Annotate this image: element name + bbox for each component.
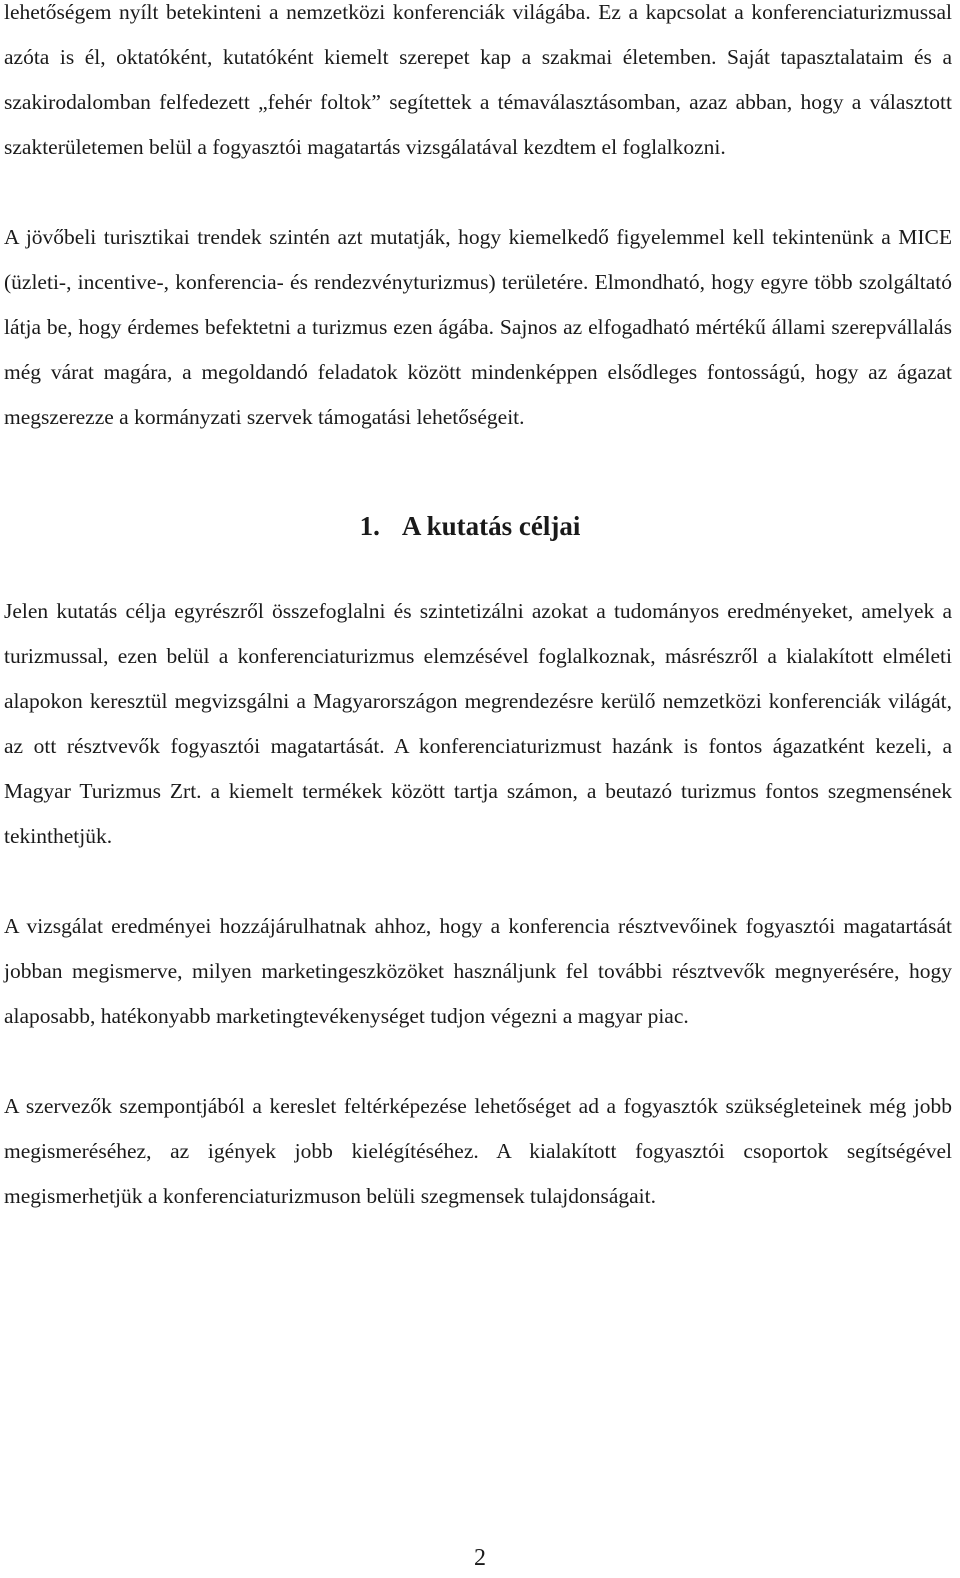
section-number: 1. [359,511,380,541]
page-number: 2 [474,1545,486,1571]
paragraph-organizers: A szervezők szempontjából a kereslet feltérképezése lehetőséget ad a fogyasztók szükségleteinek még jobb megismeréséhez, az igények jobb kielégítéséhez. A kialakított fogyasztói csoportok segítségével megismerhetjük a konferenciaturizmuson belüli szegmensek tulajdonságait. [4,1094,952,1208]
paragraph-intro: lehetőségem nyílt betekinteni a nemzetközi konferenciák világába. Ez a kapcsolat a konferenciaturizmussal azóta is él, oktatóként, kutatóként kiemelt szerepet kap a szakmai életemben. Saját tapasztalataim és a szakirodalomban felfedezett „fehér foltok” segítettek a témaválasztásomban, azaz abban, hogy a választott szakterületemen belül a fogyasztói magatartás vizsgálatával kezdtem el foglalkozni. [4,0,952,159]
section-title: A kutatás céljai [401,511,581,541]
section-heading [4,504,952,549]
paragraph-results: A vizsgálat eredményei hozzájárulhatnak ahhoz, hogy a konferencia résztvevőinek fogyasztói magatartását jobban megismerve, milyen marketingeszközöket használjunk fel további résztvevők megnyerésére, hogy alaposabb, hatékonyabb marketingtevékenységet tudjon végezni a magyar piac. [4,914,952,1028]
paragraph-research-goal: Jelen kutatás célja egyrészről összefoglalni és szintetizálni azokat a tudományos eredményeket, amelyek a turizmussal, ezen belül a konferenciaturizmus elemzésével foglalkoznak, másrészről a kialakított elméleti alapokon keresztül megvizsgálni a Magyarországon megrendezésre kerülő nemzetközi konferenciák világát, az ott résztvevők fogyasztói magatartását. A konferenciaturizmust hazánk is fontos ágazatként kezeli, a Magyar Turizmus Zrt. a kiemelt termékek között tartja számon, a beutazó turizmus fontos szegmensének tekinthetjük. [4,599,952,848]
paragraph-trends: A jövőbeli turisztikai trendek szintén azt mutatják, hogy kiemelkedő figyelemmel kell tekintenünk a MICE (üzleti-, incentive-, konferencia- és rendezvényturizmus) területére. Elmondható, hogy egyre több szolgáltató látja be, hogy érdemes befektetni a turizmus ezen ágába. Sajnos az elfogadható mértékű állami szerepvállalás még várat magára, a megoldandó feladatok között mindenképpen elsődleges fontosságú, hogy az ágazat megszerezze a kormányzati szervek támogatási lehetőségeit. [4,225,952,429]
document-page [4,0,952,1219]
